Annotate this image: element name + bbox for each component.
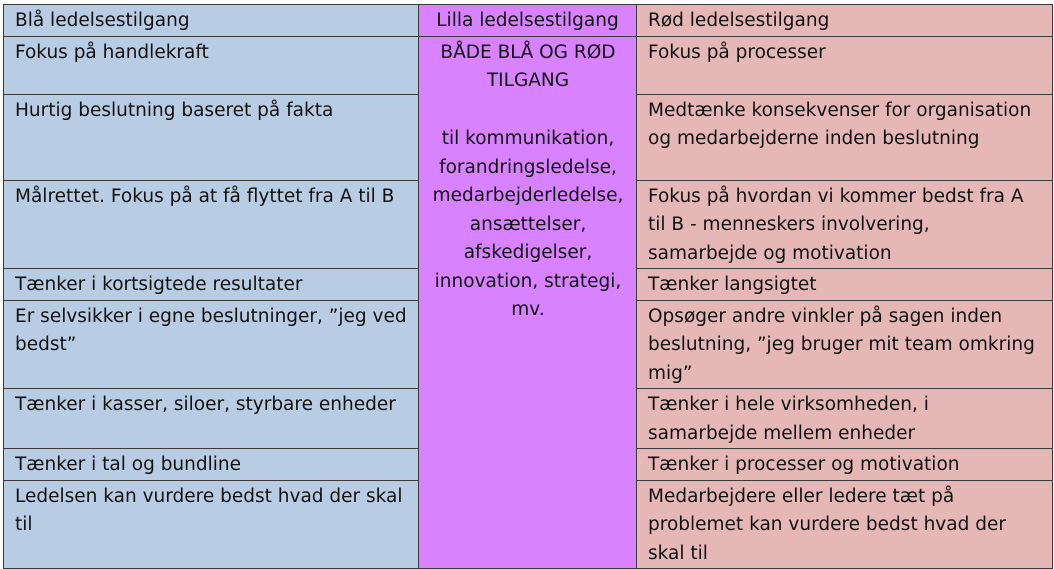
blue-cell: Fokus på handlekraft (4, 36, 419, 94)
blue-cell: Ledelsen kan vurdere bedst hvad der skal til (4, 480, 419, 569)
blue-cell: Er selvsikker i egne beslutninger, ”jeg ved bedst” (4, 300, 419, 389)
red-cell: Fokus på hvordan vi kommer bedst fra A til B - menneskers involvering, samarbejde og motivation (637, 180, 1053, 269)
header-blue: Blå ledelsestilgang (4, 5, 419, 37)
red-cell: Medtænke konsekvenser for organisation og medarbejderne inden beslutning (637, 94, 1053, 180)
blue-cell: Tænker i kasser, siloer, styrbare enheder (4, 389, 419, 449)
table-row (4, 36, 1053, 94)
blue-cell: Tænker i tal og bundline (4, 449, 419, 481)
leadership-comparison-table (3, 4, 1053, 569)
red-cell: Tænker i processer og motivation (637, 449, 1053, 481)
purple-heading: BÅDE BLÅ OG RØD TILGANG (440, 41, 616, 91)
header-red: Rød ledelsestilgang (637, 5, 1053, 37)
red-cell: Tænker langsigtet (637, 269, 1053, 301)
header-row (4, 5, 1053, 37)
red-cell: Medarbejdere eller ledere tæt på problemet kan vurdere bedst hvad der skal til (637, 480, 1053, 569)
red-cell: Tænker i hele virksomheden, i samarbejde mellem enheder (637, 389, 1053, 449)
red-cell: Fokus på processer (637, 36, 1053, 94)
blue-cell: Målrettet. Fokus på at få flyttet fra A til B (4, 180, 419, 269)
red-cell: Opsøger andre vinkler på sagen inden beslutning, ”jeg bruger mit team omkring mig” (637, 300, 1053, 389)
purple-spacer (430, 96, 626, 126)
header-purple: Lilla ledelsestilgang (419, 5, 637, 37)
purple-list: til kommunikation, forandringsledelse, medarbejderledelse, ansættelser, afskedigelser, innovation, strategi, mv. (432, 128, 624, 320)
blue-cell: Hurtig beslutning baseret på fakta (4, 94, 419, 180)
blue-cell: Tænker i kortsigtede resultater (4, 269, 419, 301)
purple-merged-cell (419, 36, 637, 569)
